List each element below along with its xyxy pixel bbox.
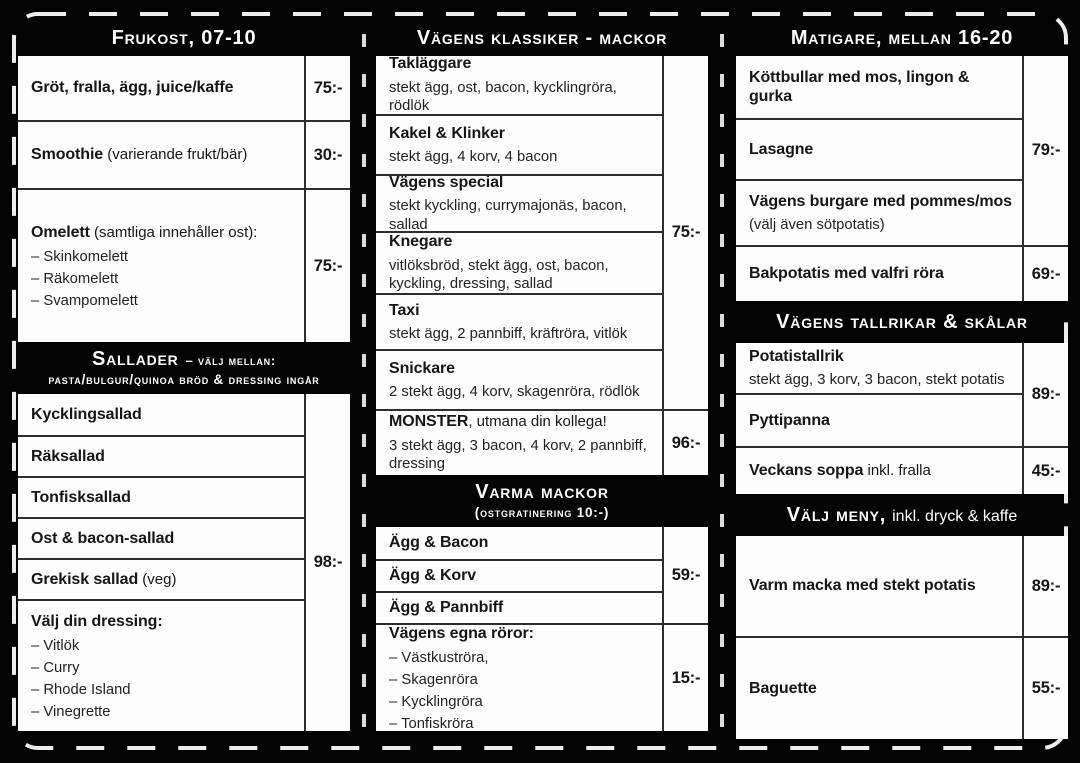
item-name: Vägens egna röror:: [389, 625, 534, 643]
item-option: – Kycklingröra: [389, 693, 483, 710]
item-option: – Skagenröra: [389, 671, 478, 688]
section-title-line: [92, 348, 276, 371]
item-option: – Vitlök: [31, 637, 80, 654]
item-name: Tonfisksallad: [31, 488, 131, 506]
section-title-qualifier: – välj mellan:: [185, 353, 277, 369]
section-title-text: Sallader: [91, 348, 179, 371]
item-description: 2 stekt ägg, 4 korv, skagenröra, rödlök: [389, 383, 640, 400]
item-option: – Västkuströra,: [389, 649, 489, 666]
section-title-line: [787, 504, 1017, 527]
item-name: Ägg & Bacon: [389, 534, 489, 552]
section-title-text: Varma mackor: [475, 481, 609, 504]
menu-columns: [0, 20, 1068, 739]
item-option: – Räkomelett: [31, 270, 119, 287]
section-title-text: Vägens tallrikar & skålar: [776, 310, 1028, 333]
item-name: Taxi: [389, 301, 420, 319]
menu-item: [376, 293, 662, 349]
section-title-text: Vägens klassiker - mackor: [416, 26, 668, 49]
menu-item: [736, 448, 1022, 494]
section-title-text: Matigare, mellan 16-20: [790, 26, 1014, 49]
menu-item: [18, 394, 304, 435]
menu-item: [18, 558, 304, 599]
section-title-frukost: [18, 20, 350, 56]
menu-item: [18, 517, 304, 558]
menu-item: [736, 536, 1022, 636]
item-name: Potatistallrik: [749, 347, 844, 365]
menu-group: [736, 245, 1068, 301]
table-tallrikar: [736, 343, 1068, 494]
item-price: 30:-: [304, 122, 350, 188]
section-title-sallader: [18, 342, 350, 394]
menu-group: [736, 536, 1068, 636]
menu-group: [736, 636, 1068, 739]
menu-item: [376, 114, 662, 174]
item-name: Kycklingsallad: [31, 405, 142, 423]
menu-group: [18, 188, 350, 342]
item-note: inkl. fralla: [863, 462, 931, 480]
menu-item: [376, 231, 662, 293]
section-title-text: Välj meny,: [786, 503, 887, 526]
item-name: Välj din dressing:: [31, 613, 163, 631]
menu-group: [18, 56, 350, 120]
menu-item: [376, 625, 662, 731]
menu-group: [376, 623, 708, 731]
item-name: Vägens burgare med pommes/mos: [749, 192, 1012, 210]
menu-item: [376, 591, 662, 623]
item-note: (samtliga innehåller ost):: [89, 224, 258, 242]
section-title-tallrikar: [736, 301, 1068, 343]
menu-item: [736, 638, 1022, 739]
menu-item: [18, 599, 304, 731]
table-matigare: [736, 56, 1068, 301]
item-name: Baguette: [749, 679, 817, 697]
section-subtitle: pasta/bulgur/quinoa bröd & dressing ingår: [48, 372, 320, 388]
item-price: 75:-: [304, 56, 350, 120]
item-price: 15:-: [662, 625, 708, 731]
item-name: Köttbullar med mos, lingon & gurka: [749, 68, 970, 105]
column-classics-warm: [376, 20, 708, 731]
menu-group: [18, 394, 350, 731]
section-title-valj-meny: [736, 494, 1068, 536]
item-price: 75:-: [304, 190, 350, 342]
item-name: Omelett: [31, 224, 90, 242]
menu-item: [736, 393, 1022, 446]
item-name: Smoothie: [31, 146, 104, 164]
item-name: Bakpotatis med valfri röra: [749, 265, 944, 283]
item-name: Grekisk sallad: [31, 570, 139, 588]
menu-group: [736, 56, 1068, 245]
item-name: Knegare: [389, 233, 453, 251]
item-option: – Svampomelett: [31, 292, 138, 309]
menu-item: [18, 56, 304, 120]
item-price: 89:-: [1022, 343, 1068, 446]
item-option: – Skinkomelett: [31, 248, 129, 265]
item-price: 45:-: [1022, 448, 1068, 494]
section-subtitle: (ostgratinering 10:-): [474, 505, 610, 521]
item-price: 79:-: [1022, 56, 1068, 245]
menu-item: [376, 527, 662, 559]
section-title-matigare: [736, 20, 1068, 56]
item-description: vitlöksbröd, stekt ägg, ost, bacon, kyckling, dressing, sallad: [389, 257, 609, 293]
item-name: Varm macka med stekt potatis: [749, 577, 976, 595]
table-valj-meny: [736, 536, 1068, 739]
item-description: 3 stekt ägg, 3 bacon, 4 korv, 2 pannbiff, dressing: [389, 437, 647, 473]
menu-group: [376, 527, 708, 623]
table-sallader: [18, 394, 350, 731]
menu-group: [18, 120, 350, 188]
item-name: Ägg & Pannbiff: [389, 599, 504, 617]
section-title-line: [475, 481, 608, 504]
item-name: Snickare: [389, 359, 455, 377]
section-title-text: Frukost, 07-10: [111, 26, 257, 49]
column-breakfast-salads: [18, 20, 350, 731]
item-name: MONSTER: [389, 413, 469, 431]
menu-item: [736, 247, 1022, 301]
item-option: – Rhode Island: [31, 681, 131, 698]
menu-item: [376, 174, 662, 231]
menu-group: [736, 343, 1068, 446]
menu-item: [18, 476, 304, 517]
section-title-klassiker: [376, 20, 708, 56]
item-price: 69:-: [1022, 247, 1068, 301]
item-name: Gröt, fralla, ägg, juice/kaffe: [31, 79, 234, 97]
item-option: – Tonfiskröra: [389, 715, 474, 732]
item-description: (välj även sötpotatis): [749, 216, 885, 233]
menu-group: [736, 446, 1068, 494]
item-description: stekt ägg, 4 korv, 4 bacon: [389, 148, 558, 165]
item-option: – Curry: [31, 659, 80, 676]
item-name: Vägens special: [389, 173, 504, 191]
menu-group: [376, 56, 708, 409]
item-name: Ägg & Korv: [389, 567, 477, 585]
menu-item: [376, 56, 662, 114]
menu-item: [18, 435, 304, 476]
menu-group: [376, 409, 708, 475]
menu-item: [18, 190, 304, 342]
item-name: Veckans soppa: [749, 462, 864, 480]
item-name: Räksallad: [31, 447, 105, 465]
column-dinner-plates-menus: [736, 20, 1068, 739]
item-name: Kakel & Klinker: [389, 124, 505, 142]
item-price: 55:-: [1022, 638, 1068, 739]
item-price: 75:-: [662, 56, 708, 409]
item-name: Takläggare: [389, 55, 472, 73]
menu-item: [736, 343, 1022, 393]
menu-item: [376, 349, 662, 409]
section-title-varma-mackor: [376, 475, 708, 527]
menu-item: [736, 179, 1022, 245]
item-price: 98:-: [304, 394, 350, 731]
item-price: 89:-: [1022, 536, 1068, 636]
item-price: 96:-: [662, 411, 708, 475]
item-note: (veg): [138, 570, 177, 588]
item-name: Lasagne: [749, 140, 814, 158]
item-note: , utmana din kollega!: [468, 413, 607, 431]
item-option: – Vinegrette: [31, 703, 111, 720]
table-frukost: [18, 56, 350, 342]
menu-item: [376, 559, 662, 591]
table-varma-mackor: [376, 527, 708, 731]
item-description: stekt ägg, ost, bacon, kycklingröra, rödlök: [389, 79, 617, 115]
menu-item: [736, 56, 1022, 118]
table-klassiker: [376, 56, 708, 475]
item-name: Pyttipanna: [749, 411, 830, 429]
item-name: Ost & bacon-sallad: [31, 529, 175, 547]
item-description: stekt ägg, 3 korv, 3 bacon, stekt potatis: [749, 371, 1005, 388]
item-description: stekt kyckling, currymajonäs, bacon, sallad: [389, 198, 627, 233]
item-note: (varierande frukt/bär): [103, 146, 248, 164]
item-description: stekt ägg, 2 pannbiff, kräftröra, vitlök: [389, 325, 628, 342]
menu-item: [18, 122, 304, 188]
menu-item: [736, 118, 1022, 179]
item-price: 59:-: [662, 527, 708, 623]
menu-item: [376, 411, 662, 475]
section-title-qualifier: inkl. dryck & kaffe: [892, 507, 1018, 525]
